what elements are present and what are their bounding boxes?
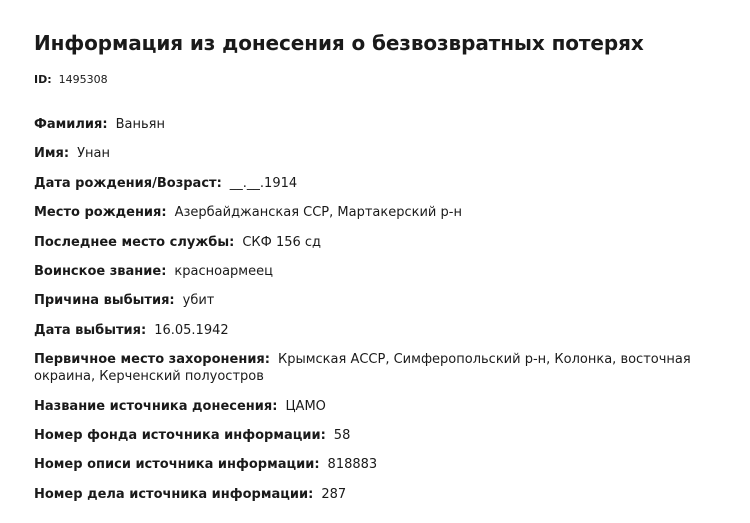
- field-label: Имя:: [34, 146, 70, 162]
- record-fields: [34, 116, 746, 503]
- field-value: 58: [333, 427, 351, 443]
- field-burial-place: [34, 351, 746, 385]
- field-value: Крымская АССР, Симферопольский р-н, Колонка, восточная окраина, Керченский полуостров: [34, 352, 691, 385]
- field-label: Название источника донесения:: [34, 398, 278, 414]
- record-id: [34, 72, 746, 88]
- field-value: 16.05.1942: [154, 322, 229, 338]
- field-value: Ваньян: [115, 117, 165, 132]
- field-loss-date: [34, 322, 746, 339]
- field-label: Первичное место захоронения:: [34, 352, 270, 368]
- field-value: 287: [321, 486, 347, 502]
- field-first-name: [34, 145, 746, 162]
- field-label: Номер фонда источника информации:: [34, 427, 326, 443]
- field-source-name: [34, 398, 746, 415]
- field-loss-reason: [34, 292, 746, 309]
- field-fond-number: [34, 427, 746, 444]
- field-value: убит: [182, 293, 215, 309]
- record-id-value: 1495308: [58, 73, 108, 86]
- field-military-rank: [34, 263, 746, 280]
- field-label: Последнее место службы:: [34, 234, 235, 250]
- field-last-service-place: [34, 234, 746, 251]
- field-label: Причина выбытия:: [34, 293, 175, 309]
- field-value: СКФ 156 сд: [242, 234, 322, 250]
- record-page: [34, 28, 746, 515]
- field-label: Дата выбытия:: [34, 322, 147, 338]
- field-label: Номер дела источника информации:: [34, 486, 314, 502]
- field-value: красноармеец: [174, 263, 273, 279]
- record-id-label: ID:: [34, 73, 52, 86]
- field-birth-place: [34, 204, 746, 221]
- field-label: Дата рождения/Возраст:: [34, 175, 222, 191]
- field-file-number: [34, 486, 746, 503]
- field-inventory-number: [34, 456, 746, 473]
- field-label: Воинское звание:: [34, 263, 167, 279]
- field-value: Азербайджанская ССР, Мартакерский р-н: [174, 205, 462, 221]
- field-value: ЦАМО: [285, 398, 326, 414]
- field-surname: [34, 116, 746, 133]
- field-label: Фамилия:: [34, 117, 108, 132]
- field-value: Унан: [77, 146, 110, 162]
- field-value: __.__.1914: [229, 175, 298, 191]
- field-label: Номер описи источника информации:: [34, 457, 320, 473]
- page-title: Информация из донесения о безвозвратных потерях: [34, 31, 644, 55]
- field-value: 818883: [327, 457, 378, 473]
- field-birth-date: [34, 175, 746, 192]
- field-label: Место рождения:: [34, 205, 167, 221]
